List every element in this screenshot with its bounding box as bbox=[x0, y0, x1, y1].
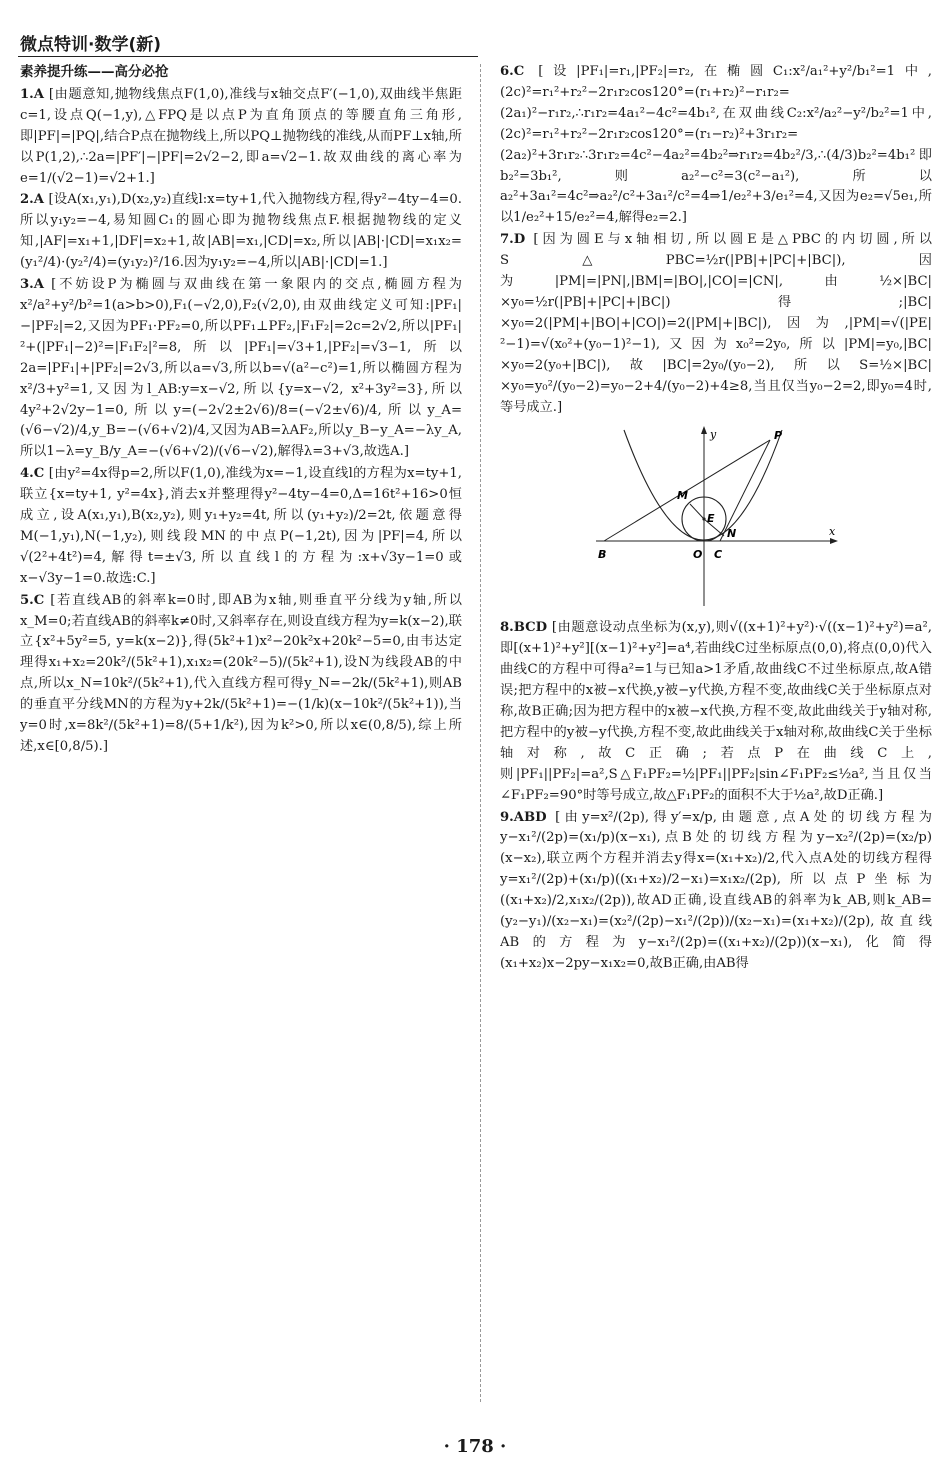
label-O: O bbox=[693, 548, 703, 562]
item-number: 9.ABD bbox=[500, 809, 547, 825]
answer-item-5 bbox=[20, 591, 462, 758]
item-text: [由y=x²/(2p),得y′=x/p,由题意,点A处的切线方程为y−x₁²/(2p)=(x₁/p)(x−x₁),点B处的切线方程为y−x₂²/(2p)=(x₂/p)(x−x₂),联立两个方程并消去y得x=(x₁+x₂)/2,代入点A处的切线方程得y=x₁²/(2p)+(x₁/p)((x₁+x₂)/2−x₁)=x₁x₂/(2p),所以点P坐标为((x₁+x₂)/2,x₁x₂/(2p)),故AD正确,设直线AB的斜率为k_AB,则k_AB=(y₂−y₁)/(x₂−x₁)=(x₂²/(2p)−x₁²/(2p))/(x₂−x₁)=(x₁+x₂)/(2p),故直线AB的方程为y−x₁²/(2p)=((x₁+x₂)/(2p))(x−x₁),化简得(x₁+x₂)x−2py−x₁x₂=0,故B正确,由AB得 bbox=[500, 809, 932, 971]
item-number: 1.A bbox=[20, 86, 44, 102]
item-number: 2.A bbox=[20, 192, 44, 208]
item-number: 6.C bbox=[500, 64, 525, 79]
y-axis-arrow-icon bbox=[701, 426, 707, 434]
label-N: N bbox=[727, 527, 737, 541]
item-text: [设|PF₁|=r₁,|PF₂|=r₂,在椭圆C₁:x²/a₁²+y²/b₁²=1中,(2c)²=r₁²+r₂²−2r₁r₂cos120°=(r₁+r₂)²−r₁r₂=(2a₁)²−r₁r₂,∴r₁r₂=4a₁²−4c²=4b₁²,在双曲线C₂:x²/a₂²−y²/b₂²=1中,(2c)²=r₁²+r₂²−2r₁r₂cos120°=(r₁−r₂)²+3r₁r₂=(2a₂)²+3r₁r₂∴3r₁r₂=4c²−4a₂²=4b₂²⇒r₁r₂=4b₂²/3,∴(4/3)b₂²=4b₁²即b₂²=3b₁²,则a₂²−c²=3(c²−a₁²),所以a₂²+3a₁²=4c²⇒a₂²/c²+3a₁²/c²=4⇒1/e₂²+3/e₁²=4,又因为e₂=√5e₁,所以1/e₂²+15/e₂²=4,解得e₂=2.] bbox=[500, 64, 932, 226]
label-C: C bbox=[714, 548, 723, 562]
answer-item-4 bbox=[20, 464, 462, 589]
x-axis-arrow-icon bbox=[830, 538, 838, 544]
label-y-axis: y bbox=[710, 428, 717, 442]
answer-item-3 bbox=[20, 275, 462, 463]
item-text: [设A(x₁,y₁),D(x₂,y₂)直线l:x=ty+1,代入抛物线方程,得y²−4ty−4=0.所以y₁y₂=−4,易知圆C₁的圆心即为抛物线焦点F.根据抛物线的定义知,|AF|=x₁+1,|DF|=x₂+1,故|AB|=x₁,|CD|=x₂,所以|AB|·|CD|=x₁x₂=(y₁²/4)·(y₂²/4)=(y₁y₂)²/16.因为y₁y₂=−4,所以|AB|·|CD|=1.] bbox=[20, 192, 462, 271]
answer-item-9 bbox=[500, 808, 932, 975]
item-text: [由题意知,抛物线焦点F(1,0),准线与x轴交点F′(−1,0),双曲线半焦距c=1,设点Q(−1,y),△FPQ是以点P为直角顶点的等腰直角三角形,即|PF|=|PQ|,结合P点在抛物线上,所以PQ⊥抛物线的准线,从而PF⊥x轴,所以P(1,2),∴2a=|PF′|−|PF|=2√2−2,即a=√2−1.故双曲线的离心率为e=1/(√2−1)=√2+1.] bbox=[20, 86, 462, 186]
item-text: [因为圆E与x轴相切,所以圆E是△PBC的内切圆,所以S△PBC=½r(|PB|+|PC|+|BC|),因为|PM|=|PN|,|BM|=|BO|,|CO|=|CN|,由½×|BC|×y₀=½r(|PB|+|PC|+|BC|)得;|BC|×y₀=2(|PM|+|BO|+|CO|)=2(|PM|+|BC|),因为,|PM|=√(|PE|²−1)=√(x₀²+(y₀−1)²−1),又因为x₀²=2y₀,所以|PM|=y₀,|BC|×y₀=2(y₀+|BC|),故|BC|=2y₀/(y₀−2),所以S=½×|BC|×y₀=y₀²/(y₀−2)=y₀−2+4/(y₀−2)+4≥8,当且仅当y₀−2=2,即y₀=4时,等号成立.] bbox=[500, 232, 932, 415]
item-text: [若直线AB的斜率k=0时,即AB为x轴,则垂直平分线为y轴,所以x_M=0;若直线AB的斜率k≠0时,又斜率存在,则设直线方程为y=k(x−2),联立{x²+5y²=5, y=k(x−2)},得(5k²+1)x²−20k²x+20k²−5=0,由韦达定理得x₁+x₂=20k²/(5k²+1),x₁x₂=(20k²−5)/(5k²+1),设N为线段AB的中点,所以x_N=10k²/(5k²+1),代入直线方程可得y_N=−2k/(5k²+1),则AB的垂直平分线MN的方程为y+2k/(5k²+1)=−(1/k)(x−10k²/(5k²+1)),当y=0时,x=8k²/(5k²+1)=8/(5+1/k²),因为k²>0,所以x∈(0,8/5),综上所述,x∈[0,8/5).] bbox=[20, 592, 462, 754]
item-number: 8.BCD bbox=[500, 620, 548, 636]
label-B: B bbox=[598, 548, 607, 562]
answer-item-7 bbox=[500, 230, 932, 418]
item-number: 7.D bbox=[500, 232, 526, 248]
parabola-curve bbox=[624, 430, 782, 540]
page-number: · 178 · bbox=[443, 1436, 507, 1457]
column-divider bbox=[480, 64, 481, 1402]
right-column bbox=[500, 62, 932, 1415]
answer-item-2 bbox=[20, 190, 462, 274]
segment-EM bbox=[690, 504, 704, 519]
label-E: E bbox=[707, 512, 715, 526]
section-title: 素养提升练——高分必抢 bbox=[20, 64, 169, 80]
answer-item-8 bbox=[500, 618, 932, 806]
item-text: [不妨设P为椭圆与双曲线在第一象限内的交点,椭圆方程为x²/a²+y²/b²=1(a>b>0),F₁(−√2,0),F₂(√2,0),由双曲线定义可知:|PF₁|−|PF₂|=2,又因为PF₁·PF₂=0,所以PF₁⊥PF₂,|F₁F₂|=2c=2√2,所以|PF₁|²+(|PF₁|−2)²=|F₁F₂|²=8,所以|PF₁|=√3+1,|PF₂|=√3−1,所以2a=|PF₁|+|PF₂|=2√3,所以a=√3,所以b=√(a²−c²)=1,所以椭圆方程为x²/3+y²=1,又因为l_AB:y=x−√2,所以{y=x−√2, x²+3y²=3},所以4y²+2√2y−1=0,所以y=(−2√2±2√6)/8=(−√2±√6)/4,所以y_A=(√6−√2)/4,y_B=−(√6+√2)/4,又因为AB=λAF₂,所以y_B−y_A=−λy_A,所以1−λ=y_B/y_A=−(√6+√2)/(√6−√2),解得λ=3+√3,故选A.] bbox=[20, 277, 462, 460]
item-number: 4.C bbox=[20, 466, 45, 482]
answer-item-6 bbox=[500, 62, 932, 229]
answer-item-1 bbox=[20, 85, 462, 190]
item-number: 3.A bbox=[20, 277, 44, 293]
header-rule bbox=[18, 56, 478, 57]
label-x-axis: x bbox=[829, 525, 836, 539]
item-text: [由题意设动点坐标为(x,y),则√((x+1)²+y²)·√((x−1)²+y²)=a²,即[(x+1)²+y²][(x−1)²+y²]=a⁴,若曲线C过坐标原点(0,0),将点(0,0)代入曲线C的方程中可得a²=1与已知a>1矛盾,故曲线C不过坐标原点,故A错误;把方程中的x被−x代换,y被−y代换,方程不变,故曲线C关于坐标原点对称,故B正确;因为把方程中的x被−x代换,方程不变,故此曲线关于y轴对称,把方程中的y被−y代换,方程不变,故此曲线关于x轴对称,故曲线C关于坐标轴对称,故C正确;若点P在曲线C上,则|PF₁||PF₂|=a²,S△F₁PF₂=½|PF₁||PF₂|sin∠F₁PF₂≤½a²,当且仅当∠F₁PF₂=90°时等号成立,故△F₁PF₂的面积不大于½a²,故D正确.] bbox=[500, 620, 932, 803]
geometry-figure bbox=[586, 424, 846, 610]
running-head: 微点特训·数学(新) bbox=[20, 35, 161, 55]
point-E-dot bbox=[702, 518, 705, 521]
left-column bbox=[20, 62, 462, 1415]
label-M: M bbox=[677, 489, 688, 503]
item-number: 5.C bbox=[20, 592, 45, 608]
item-text: [由y²=4x得p=2,所以F(1,0),准线为x=−1,设直线l的方程为x=ty+1,联立{x=ty+1, y²=4x},消去x并整理得y²−4ty−4=0,Δ=16t²+16>0恒成立,设A(x₁,y₁),B(x₂,y₂),则y₁+y₂=4t,所以(y₁+y₂)/2=2t,依题意得M(−1,y₁),N(−1,y₂),则线段MN的中点P(−1,2t),因为|PF|=4,所以√(2²+4t²)=4,解得t=±√3,所以直线l的方程为:x+√3y−1=0或x−√3y−1=0.故选:C.] bbox=[20, 466, 462, 586]
label-P: P bbox=[774, 429, 783, 443]
